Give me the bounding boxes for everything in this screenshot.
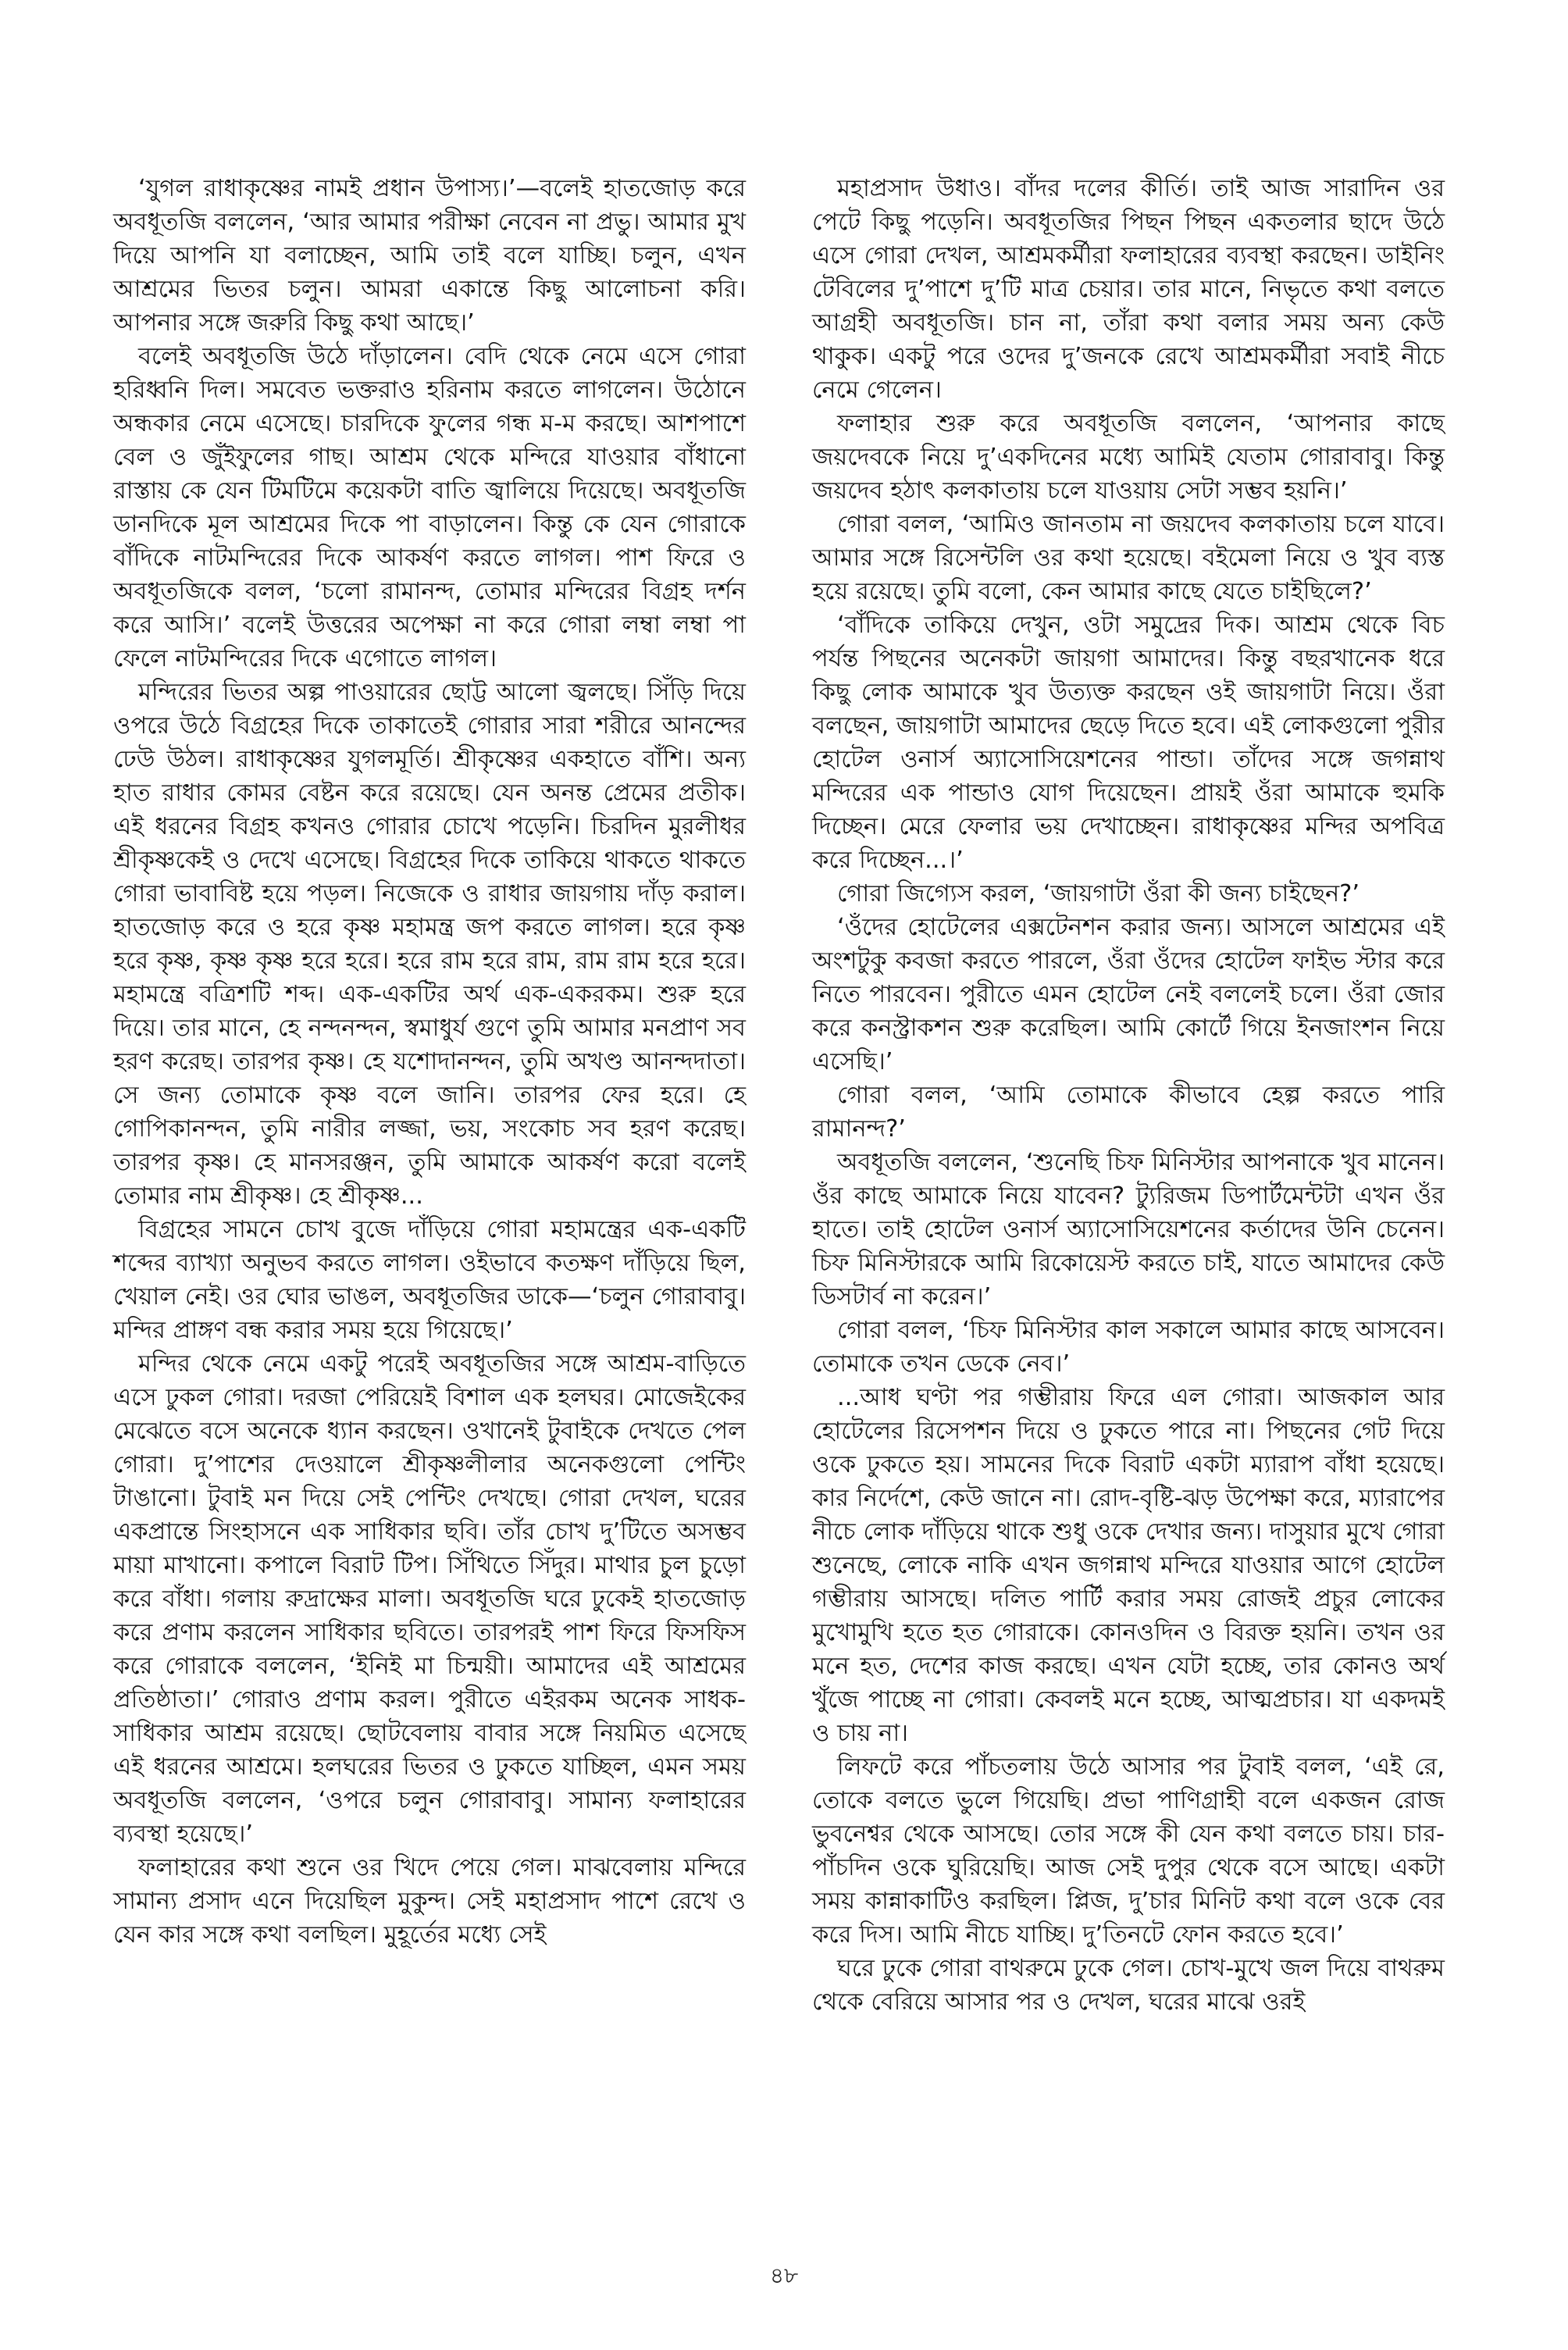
paragraph: গোরা বলল, ‘আমিও জানতাম না জয়দেব কলকাতায় চলে যাবে। আমার সঙ্গে রিসেন্টলি ওর কথা হয়েছে। বইমেলা নিয়ে ও খুব ব্যস্ত হয়ে রয়েছে। তুমি বলো, কেন আমার কাছে যেতে চাইছিলে?’ [812,511,1445,605]
paragraph: ‘যুগল রাধাকৃষ্ণের নামই প্রধান উপাস্য।’—বলেই হাতজোড় করে অবধূতজি বললেন, ‘আর আমার পরীক্ষা নেবেন না প্রভু। আমার মুখ দিয়ে আপনি যা বলাচ্ছেন, আমি তাই বলে যাচ্ছি। চলুন, এখন আশ্রমের ভিতর চলুন। আমরা একান্তে কিছু আলোচনা করি। আপনার সঙ্গে জরুরি কিছু কথা আছে।’ [113,175,746,337]
paragraph: ফলাহার শুরু করে অবধূতজি বললেন, ‘আপনার কাছে জয়দেবকে নিয়ে দু’একদিনের মধ্যে আমিই যেতাম গোরাবাবু। কিন্তু জয়দেব হঠাৎ কলকাতায় চলে যাওয়ায় সেটা সম্ভব হয়নি।’ [812,410,1445,505]
paragraph: গোরা জিগ্যেস করল, ‘জায়গাটা ওঁরা কী জন্য চাইছেন?’ [837,880,1360,908]
paragraph: ‘বাঁদিকে তাকিয়ে দেখুন, ওটা সমুদ্রের দিক। আশ্রম থেকে বিচ পর্যন্ত পিছনের অনেকটা জায়গা আমাদের। কিন্তু বছরখানেক ধরে কিছু লোক আমাকে খুব উত্যক্ত করছেন ওই জায়গাটা নিয়ে। ওঁরা বলছেন, জায়গাটা আমাদের ছেড়ে দিতে হবে। এই লোকগুলো পুরীর হোটেল ওনার্স অ্যাসোসিয়েশনের পান্ডা। তাঁদের সঙ্গে জগন্নাথ মন্দিরের এক পান্ডাও যোগ দিয়েছেন। প্রায়ই ওঁরা আমাকে হুমকি দিচ্ছেন। মেরে ফেলার ভয় দেখাচ্ছেন। রাধাকৃষ্ণের মন্দির অপবিত্র করে দিচ্ছেন...।’ [812,612,1445,874]
paragraph: ‘ওঁদের হোটেলের এক্সটেনশন করার জন্য। আসলে আশ্রমের এই অংশটুকু কবজা করতে পারলে, ওঁরা ওঁদের হোটেল ফাইভ স্টার করে নিতে পারবেন। পুরীতে এমন হোটেল নেই বললেই চলে। ওঁরা জোর করে কনস্ট্রাকশন শুরু করেছিল। আমি কোর্টে গিয়ে ইনজাংশন নিয়ে এসেছি।’ [812,914,1445,1075]
paragraph: বিগ্রহের সামনে চোখ বুজে দাঁড়িয়ে গোরা মহামন্ত্রের এক-একটি শব্দের ব্যাখ্যা অনুভব করতে লাগল। ওইভাবে কতক্ষণ দাঁড়িয়ে ছিল, খেয়াল নেই। ওর ঘোর ভাঙল, অবধূতজির ডাকে—‘চলুন গোরাবাবু। মন্দির প্রাঙ্গণ বন্ধ করার সময় হয়ে গিয়েছে।’ [113,1216,746,1344]
paragraph: মহাপ্রসাদ উধাও। বাঁদর দলের কীর্তি। তাই আজ সারাদিন ওর পেটে কিছু পড়েনি। অবধূতজির পিছন পিছন একতলার ছাদে উঠে এসে গোরা দেখল, আশ্রমকর্মীরা ফলাহারের ব্যবস্থা করছেন। ডাইনিং টেবিলের দু’পাশে দু’টি মাত্র চেয়ার। তার মানে, নিভৃতে কথা বলতে আগ্রহী অবধূতজি। চান না, তাঁরা কথা বলার সময় অন্য কেউ থাকুক। একটু পরে ওদের দু’জনকে রেখে আশ্রমকর্মীরা সবাই নীচে নেমে গেলেন। [812,175,1445,404]
paragraph: বলেই অবধূতজি উঠে দাঁড়ালেন। বেদি থেকে নেমে এসে গোরা হরিধ্বনি দিল। সমবেত ভক্তরাও হরিনাম করতে লাগলেন। উঠোনে অন্ধকার নেমে এসেছে। চারদিকে ফুলের গন্ধ ম-ম করছে। আশপাশে বেল ও জুঁইফুলের গাছ। আশ্রম থেকে মন্দিরে যাওয়ার বাঁধানো রাস্তায় কে যেন টিমটিমে কয়েকটা বাতি জ্বালিয়ে দিয়েছে। অবধূতজি ডানদিকে মূল আশ্রমের দিকে পা বাড়ালেন। কিন্তু কে যেন গোরাকে বাঁদিকে নাটমন্দিরের দিকে আকর্ষণ করতে লাগল। পাশ ফিরে ও অবধূতজিকে বলল, ‘চলো রামানন্দ, তোমার মন্দিরের বিগ্রহ দর্শন করে আসি।’ বলেই উত্তরের অপেক্ষা না করে গোরা লম্বা লম্বা পা ফেলে নাটমন্দিরের দিকে এগোতে লাগল। [113,343,746,672]
paragraph: গোরা বলল, ‘চিফ মিনিস্টার কাল সকালে আমার কাছে আসবেন। তোমাকে তখন ডেকে নেব।’ [812,1317,1445,1378]
paragraph: ...আধ ঘণ্টা পর গম্ভীরায় ফিরে এল গোরা। আজকাল আর হোটেলের রিসেপশন দিয়ে ও ঢুকতে পারে না। পিছনের গেট দিয়ে ওকে ঢুকতে হয়। সামনের দিকে বিরাট একটা ম্যারাপ বাঁধা হয়েছে। কার নির্দেশে, কেউ জানে না। রোদ-বৃষ্টি-ঝড় উপেক্ষা করে, ম্যারাপের নীচে লোক দাঁড়িয়ে থাকে শুধু ওকে দেখার জন্য। দাসুয়ার মুখে গোরা শুনেছে, লোকে নাকি এখন জগন্নাথ মন্দিরে যাওয়ার আগে হোটেল গম্ভীরায় আসছে। দলিত পার্টি করার সময় রোজই প্রচুর লোকের মুখোমুখি হতে হত গোরাকে। কোনওদিন ও বিরক্ত হয়নি। তখন ওর মনে হত, দেশের কাজ করছে। এখন যেটা হচ্ছে, তার কোনও অর্থ খুঁজে পাচ্ছে না গোরা। কেবলই মনে হচ্ছে, আত্মপ্রচার। যা একদমই ও চায় না। [812,1384,1445,1747]
paragraph: ঘরে ঢুকে গোরা বাথরুমে ঢুকে গেল। চোখ-মুখে জল দিয়ে বাথরুম থেকে বেরিয়ে আসার পর ও দেখল, ঘরের মাঝে ওরই [812,1955,1445,2016]
paragraph: গোরা বলল, ‘আমি তোমাকে কীভাবে হেল্প করতে পারি রামানন্দ?’ [812,1082,1445,1143]
paragraph: মন্দির থেকে নেমে একটু পরেই অবধূতজির সঙ্গে আশ্রম-বাড়িতে এসে ঢুকল গোরা। দরজা পেরিয়েই বিশাল এক হলঘর। মোজেইকের মেঝেতে বসে অনেকে ধ্যান করছেন। ওখানেই টুবাইকে দেখতে পেল গোরা। দু’পাশের দেওয়ালে শ্রীকৃষ্ণলীলার অনেকগুলো পেন্টিং টাঙানো। টুবাই মন দিয়ে সেই পেন্টিং দেখছে। গোরা দেখল, ঘরের একপ্রান্তে সিংহাসনে এক সাধিকার ছবি। তাঁর চোখ দু’টিতে অসম্ভব মায়া মাখানো। কপালে বিরাট টিপ। সিঁথিতে সিঁদুর। মাথার চুল চুড়ো করে বাঁধা। গলায় রুদ্রাক্ষের মালা। অবধূতজি ঘরে ঢুকেই হাতজোড় করে প্রণাম করলেন সাধিকার ছবিতে। তারপরই পাশ ফিরে ফিসফিস করে গোরাকে বললেন, ‘ইনিই মা চিন্ময়ী। আমাদের এই আশ্রমের প্রতিষ্ঠাতা।’ গোরাও প্রণাম করল। পুরীতে এইরকম অনেক সাধক-সাধিকার আশ্রম রয়েছে। ছোটবেলায় বাবার সঙ্গে নিয়মিত এসেছে এই ধরনের আশ্রমে। হলঘরের ভিতর ও ঢুকতে যাচ্ছিল, এমন সময় অবধূতজি বললেন, ‘ওপরে চলুন গোরাবাবু। সামান্য ফলাহারের ব্যবস্থা হয়েছে।’ [113,1350,746,1848]
page-number: ৪৮ [769,2263,799,2288]
paragraph: ফলাহারের কথা শুনে ওর খিদে পেয়ে গেল। মাঝবেলায় মন্দিরে সামান্য প্রসাদ এনে দিয়েছিল মুকুন্দ। সেই মহাপ্রসাদ পাশে রেখে ও যেন কার সঙ্গে কথা বলছিল। মুহূর্তের মধ্যে সেই [113,1854,746,1949]
paragraph: মন্দিরের ভিতর অল্প পাওয়ারের ছোট্ট আলো জ্বলছে। সিঁড়ি দিয়ে ওপরে উঠে বিগ্রহের দিকে তাকাতেই গোরার সারা শরীরে আনন্দের ঢেউ উঠল। রাধাকৃষ্ণের যুগলমূর্তি। শ্রীকৃষ্ণের একহাতে বাঁশি। অন্য হাত রাধার কোমর বেষ্টন করে রয়েছে। যেন অনন্ত প্রেমের প্রতীক। এই ধরনের বিগ্রহ কখনও গোরার চোখে পড়েনি। চিরদিন মুরলীধর শ্রীকৃষ্ণকেই ও দেখে এসেছে। বিগ্রহের দিকে তাকিয়ে থাকতে থাকতে গোরা ভাবাবিষ্ট হয়ে পড়ল। নিজেকে ও রাধার জায়গায় দাঁড় করাল। হাতজোড় করে ও হরে কৃষ্ণ মহামন্ত্র জপ করতে লাগল। হরে কৃষ্ণ হরে কৃষ্ণ, কৃষ্ণ কৃষ্ণ হরে হরে। হরে রাম হরে রাম, রাম রাম হরে হরে। মহামন্ত্রে বত্রিশটি শব্দ। এক-একটির অর্থ এক-একরকম। শুরু হরে দিয়ে। তার মানে, হে নন্দনন্দন, স্বমাধুর্য গুণে তুমি আমার মনপ্রাণ সব হরণ করেছ। তারপর কৃষ্ণ। হে যশোদানন্দন, তুমি অখণ্ড আনন্দদাতা। সে জন্য তোমাকে কৃষ্ণ বলে জানি। তারপর ফের হরে। হে গোপিকানন্দন, তুমি নারীর লজ্জা, ভয়, সংকোচ সব হরণ করেছ। তারপর কৃষ্ণ। হে মানসরঞ্জন, তুমি আমাকে আকর্ষণ করো বলেই তোমার নাম শ্রীকৃষ্ণ। হে শ্রীকৃষ্ণ... [113,679,746,1210]
right-column [812,172,1445,2019]
paragraph: লিফটে করে পাঁচতলায় উঠে আসার পর টুবাই বলল, ‘এই রে, তোকে বলতে ভুলে গিয়েছি। প্রভা পাণিগ্রাহী বলে একজন রোজ ভুবনেশ্বর থেকে আসছে। তোর সঙ্গে কী যেন কথা বলতে চায়। চার-পাঁচদিন ওকে ঘুরিয়েছি। আজ সেই দুপুর থেকে বসে আছে। একটা সময় কান্নাকাটিও করছিল। প্লিজ, দু’চার মিনিট কথা বলে ওকে বের করে দিস। আমি নীচে যাচ্ছি। দু’তিনটে ফোন করতে হবে।’ [812,1753,1445,1949]
left-column [113,172,746,1952]
paragraph: অবধূতজি বললেন, ‘শুনেছি চিফ মিনিস্টার আপনাকে খুব মানেন। ওঁর কাছে আমাকে নিয়ে যাবেন? ট্যুরিজম ডিপার্টমেন্টটা এখন ওঁর হাতে। তাই হোটেল ওনার্স অ্যাসোসিয়েশনের কর্তাদের উনি চেনেন। চিফ মিনিস্টারকে আমি রিকোয়েস্ট করতে চাই, যাতে আমাদের কেউ ডিসটার্ব না করেন।’ [812,1149,1445,1311]
